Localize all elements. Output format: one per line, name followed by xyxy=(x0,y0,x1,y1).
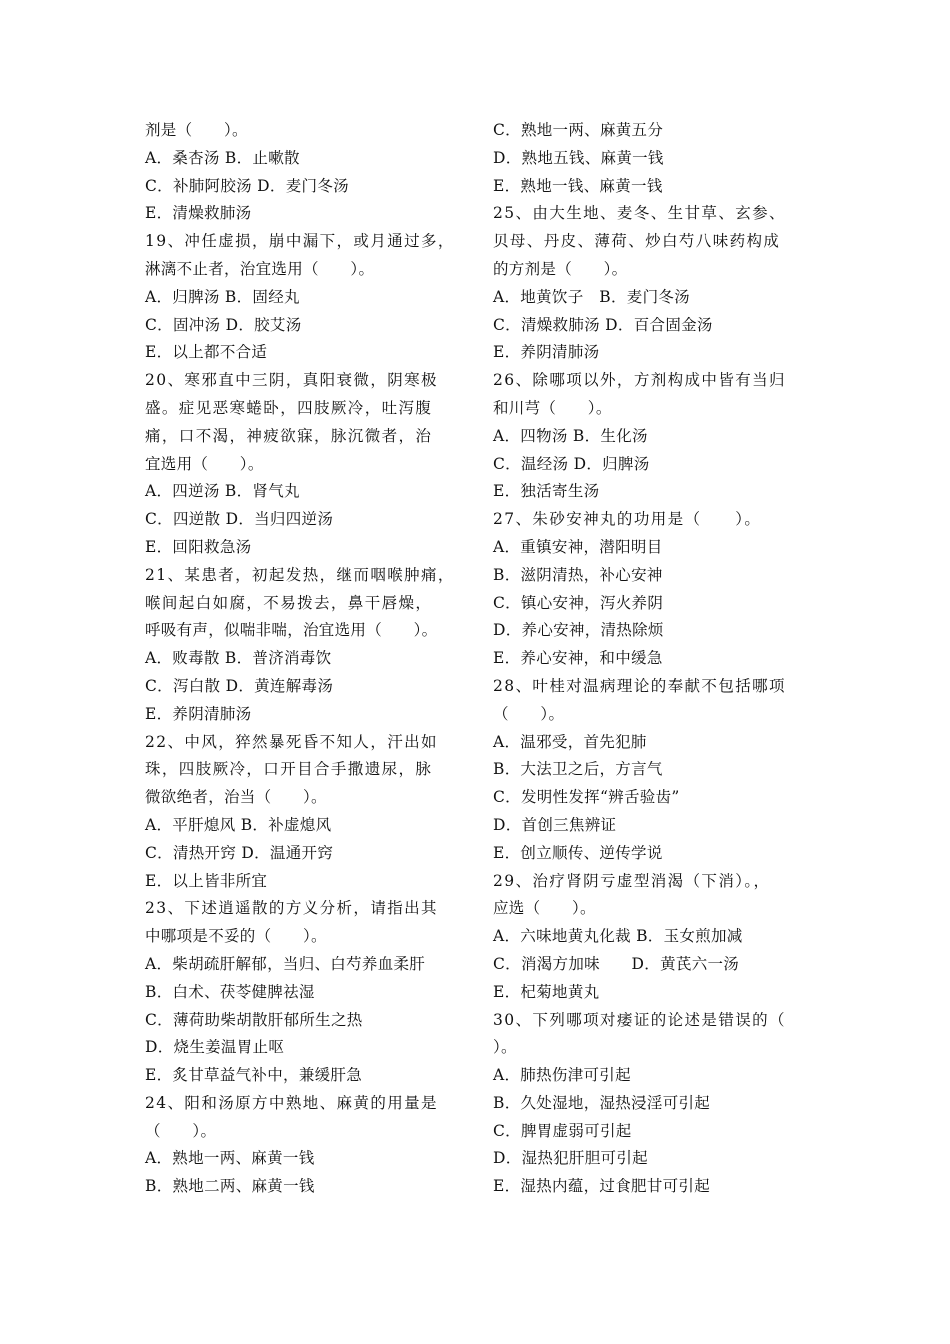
question-line: 26、除哪项以外，方剂构成中皆有当归 xyxy=(493,371,786,390)
answer-option: D．养心安神，清热除烦 xyxy=(493,621,664,640)
answer-option: C．薄荷助柴胡散肝郁所生之热 xyxy=(145,1010,363,1029)
question-line: 22、中风，猝然暴死昏不知人，汗出如 xyxy=(145,732,438,751)
answer-option: A．六味地黄丸化裁 B．玉女煎加减 xyxy=(493,927,743,946)
answer-option: E．养阴清肺汤 xyxy=(145,704,252,723)
answer-option: B．大法卫之后，方言气 xyxy=(493,760,663,779)
answer-option: B．白术、茯苓健脾祛湿 xyxy=(145,982,315,1001)
question-line: 25、由大生地、麦冬、生甘草、玄参、 xyxy=(493,204,786,223)
answer-option: A．地黄饮子 B．麦门冬汤 xyxy=(493,287,690,306)
answer-option: A．熟地一两、麻黄一钱 xyxy=(145,1149,315,1168)
question-line: 30、下列哪项对痿证的论述是错误的（ xyxy=(493,1010,786,1029)
answer-option: A．败毒散 B．普济消毒饮 xyxy=(145,649,332,668)
answer-option: A．平肝熄风 B．补虚熄风 xyxy=(145,815,332,834)
question-line: 24、阳和汤原方中熟地、麻黄的用量是 xyxy=(145,1093,438,1112)
answer-option: C．发明性发挥“辨舌验齿” xyxy=(493,788,680,807)
question-line: 19、冲任虚损，崩中漏下，或月通过多， xyxy=(145,232,455,251)
answer-option: E．湿热内蕴，过食肥甘可引起 xyxy=(493,1177,711,1196)
question-continuation: 和川芎（ ）。 xyxy=(493,398,612,417)
answer-option: A．四物汤 B．生化汤 xyxy=(493,426,648,445)
answer-option: E．清燥救肺汤 xyxy=(145,204,252,223)
question-line: 21、某患者，初起发热，继而咽喉肿痛， xyxy=(145,565,455,584)
question-continuation: 应选（ ）。 xyxy=(493,899,596,918)
answer-option: E．以上皆非所宜 xyxy=(145,871,268,890)
answer-option: C．温经汤 D．归脾汤 xyxy=(493,454,650,473)
answer-option: E．熟地一钱、麻黄一钱 xyxy=(493,176,663,195)
question-line: 28、叶桂对温病理论的奉献不包括哪项 xyxy=(493,676,786,695)
question-continuation: 中哪项是不妥的（ ）。 xyxy=(145,927,327,946)
answer-option: A．重镇安神，潜阳明目 xyxy=(493,537,663,556)
answer-option: C．泻白散 D．黄连解毒汤 xyxy=(145,676,334,695)
question-continuation: 宜选用（ ）。 xyxy=(145,454,264,473)
answer-option: C．消渴方加味 D．黄芪六一汤 xyxy=(493,954,740,973)
question-line: 20、寒邪直中三阴，真阳衰微，阴寒极 xyxy=(145,371,438,390)
question-line: 珠，四肢厥冷，口开目合手撒遗尿，脉 xyxy=(145,760,433,779)
question-continuation: （ ）。 xyxy=(493,704,565,723)
question-line: 贝母、丹皮、薄荷、炒白芍八味药构成 xyxy=(493,232,781,251)
answer-option: D．烧生姜温胃止呕 xyxy=(145,1038,285,1057)
answer-option: D．首创三焦辨证 xyxy=(493,815,617,834)
right-column xyxy=(493,117,823,1201)
question-line: 盛。症见恶寒蜷卧，四肢厥冷，吐泻腹 xyxy=(145,398,433,417)
answer-option: A．柴胡疏肝解郁，当归、白芍养血柔肝 xyxy=(145,954,426,973)
question-continuation: ）。 xyxy=(493,1038,517,1057)
question-continuation: 呼吸有声，似喘非喘，治宜选用（ ）。 xyxy=(145,621,438,640)
question-line: 喉间起白如腐，不易拨去，鼻干唇燥， xyxy=(145,593,433,612)
answer-option: E．养心安神，和中缓急 xyxy=(493,649,663,668)
answer-option: E．炙甘草益气补中，兼缓肝急 xyxy=(145,1066,363,1085)
answer-option: B．滋阴清热，补心安神 xyxy=(493,565,663,584)
answer-option: A．归脾汤 B．固经丸 xyxy=(145,287,300,306)
answer-option: E．养阴清肺汤 xyxy=(493,343,600,362)
answer-option: C．补肺阿胶汤 D．麦门冬汤 xyxy=(145,176,349,195)
left-column xyxy=(145,117,475,1201)
answer-option: C．四逆散 D．当归四逆汤 xyxy=(145,510,334,529)
answer-option: C．清燥救肺汤 D．百合固金汤 xyxy=(493,315,713,334)
answer-option: C．清热开窍 D．温通开窍 xyxy=(145,843,334,862)
answer-option: A．四逆汤 B．肾气丸 xyxy=(145,482,300,501)
answer-option: E．创立顺传、逆传学说 xyxy=(493,843,663,862)
answer-option: C．固冲汤 D．胶艾汤 xyxy=(145,315,302,334)
question-continuation: 微欲绝者，治当（ ）。 xyxy=(145,788,327,807)
question-line: 痛，口不渴，神疲欲寐，脉沉微者，治 xyxy=(145,426,433,445)
answer-option: B．久处湿地，湿热浸淫可引起 xyxy=(493,1093,711,1112)
answer-option: E．回阳救急汤 xyxy=(145,537,252,556)
question-continuation: 剂是（ ）。 xyxy=(145,121,248,139)
answer-option: C．脾胃虚弱可引起 xyxy=(493,1121,632,1140)
answer-option: A．温邪受，首先犯肺 xyxy=(493,732,647,751)
answer-option: A．肺热伤津可引起 xyxy=(493,1066,631,1085)
question-line: 29、治疗肾阴亏虚型消渴（下消）。， xyxy=(493,871,771,890)
answer-option: D．熟地五钱、麻黄一钱 xyxy=(493,148,664,167)
question-line: 23、下述逍遥散的方义分析，请指出其 xyxy=(145,899,438,918)
answer-option: E．杞菊地黄丸 xyxy=(493,982,600,1001)
answer-option: B．熟地二两、麻黄一钱 xyxy=(145,1177,315,1196)
answer-option: C．熟地一两、麻黄五分 xyxy=(493,121,664,139)
answer-option: E．独活寄生汤 xyxy=(493,482,600,501)
question-continuation: 的方剂是（ ）。 xyxy=(493,259,628,278)
question-continuation: 淋漓不止者，治宜选用（ ）。 xyxy=(145,259,375,278)
answer-option: D．湿热犯肝胆可引起 xyxy=(493,1149,648,1168)
question-continuation: （ ）。 xyxy=(145,1121,217,1140)
question-line: 27、朱砂安神丸的功用是（ ）。 xyxy=(493,510,762,529)
answer-option: A．桑杏汤 B．止嗽散 xyxy=(145,148,300,167)
answer-option: C．镇心安神，泻火养阴 xyxy=(493,593,664,612)
answer-option: E．以上都不合适 xyxy=(145,343,268,362)
